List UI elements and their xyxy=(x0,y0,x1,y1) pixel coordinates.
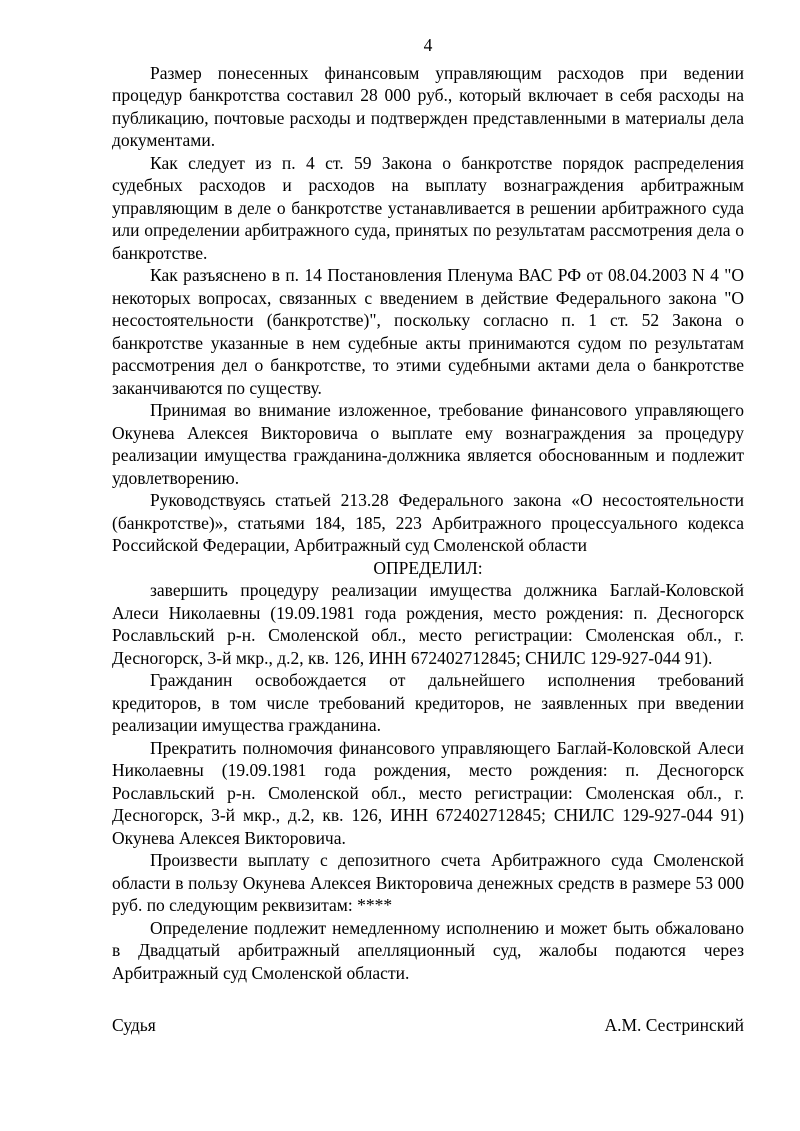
paragraph-plenum-resolution: Как разъяснено в п. 14 Постановления Пленума ВАС РФ от 08.04.2003 N 4 "О некоторых вопросах, связанных с введением в действие Федерального закона "О несостоятельности (банкротстве)", поскольку согласно п. 1 ст. 52 Закона о банкротстве указанные в нем судебные акты принимаются судом по результатам рассмотрения дел о банкротстве, то этими судебными актами дела о банкротстве заканчиваются по существу. xyxy=(112,265,744,398)
paragraph-guided-by-articles: Руководствуясь статьей 213.28 Федерального закона «О несостоятельности (банкротстве)», статьями 184, 185, 223 Арбитражного процессуального кодекса Российской Федерации, Арбитражный суд Смоленской области xyxy=(112,490,744,555)
paragraph-law-article-59: Как следует из п. 4 ст. 59 Закона о банкротстве порядок распределения судебных расходов и расходов на выплату вознаграждения арбитражным управляющим в деле о банкротстве устанавливается в решении арбитражного суда или определении арбитражного суда, принятых по результатам рассмотрения дела о банкротстве. xyxy=(112,152,744,263)
signature-row xyxy=(112,1014,744,1037)
judge-name: А.М. Сестринский xyxy=(604,1015,744,1035)
paragraph-appeal-procedure: Определение подлежит немедленному исполнению и может быть обжаловано в Двадцатый арбитражный апелляционный суд, жалобы подаются через Арбитражный суд Смоленской области. xyxy=(112,917,744,983)
paragraph-citizen-released: Гражданин освобождается от дальнейшего исполнения требований кредиторов, в том числе требований кредиторов, не заявленных при введении реализации имущества гражданина. xyxy=(112,670,744,735)
paragraph-terminate-authority: Прекратить полномочия финансового управляющего Баглай-Коловской Алеси Николаевны (19.09.1981 года рождения, место рождения: п. Десногорск Рославльский р-н. Смоленской обл., место регистрации: Смоленская обл., г. Десногорск, 3-й мкр., д.2, кв. 126, ИНН 672402712845; СНИЛС 129-927-044 91) Окунева Алексея Викторовича. xyxy=(112,737,744,848)
paragraph-payment-order: Произвести выплату с депозитного счета Арбитражного суда Смоленской области в пользу Окунева Алексея Викторовича денежных средств в размере 53 000 руб. по следующим реквизитам: **** xyxy=(112,850,744,915)
paragraph-expenses-amount: Размер понесенных финансовым управляющим расходов при ведении процедур банкротства составил 28 000 руб., который включает в себя расходы на публикацию, почтовые расходы и подтвержден представленными в материалы дела документами. xyxy=(112,62,744,150)
judge-label: Судья xyxy=(112,1015,156,1035)
page-number: 4 xyxy=(423,35,433,55)
paragraph-claim-justified: Принимая во внимание изложенное, требование финансового управляющего Окунева Алексея Викторовича о выплате ему вознаграждения за процедуру реализации имущества гражданина-должника является обоснованным и подлежит удовлетворению. xyxy=(112,400,744,488)
ruling-heading: ОПРЕДЕЛИЛ: xyxy=(373,557,483,578)
paragraph-complete-procedure: завершить процедуру реализации имущества должника Баглай-Коловской Алеси Николаевны (19.09.1981 года рождения, место рождения: п. Десногорск Рославльский р-н. Смоленской обл., место регистрации: Смоленская обл., г. Десногорск, 3-й мкр., д.2, кв. 126, ИНН 672402712845; СНИЛС 129-927-044 91). xyxy=(112,580,744,668)
